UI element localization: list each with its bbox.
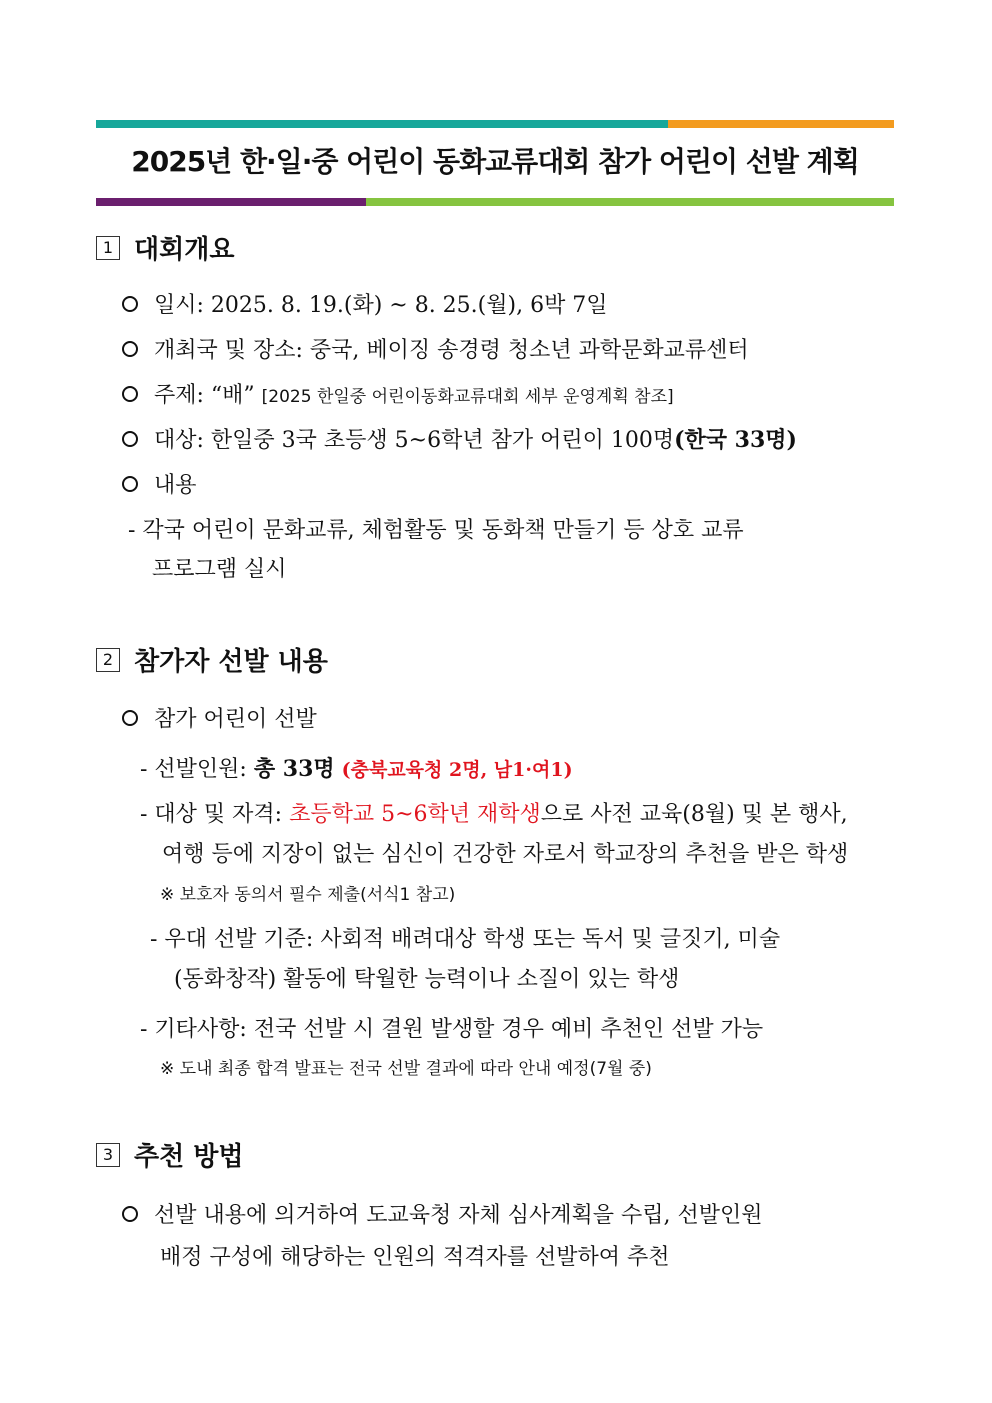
bullet-selection: 참가 어린이 선발 xyxy=(122,702,317,733)
content-line-2: 프로그램 실시 xyxy=(152,557,287,582)
qualification-line-2: 여행 등에 지장이 없는 심신이 건강한 자로서 학교장의 추천을 받은 학생 xyxy=(162,842,849,867)
circle-bullet-icon xyxy=(122,386,138,402)
title-bar-top-teal xyxy=(96,120,668,128)
selection-qualification: - 대상 및 자격: 초등학교 5~6학년 재학생으로 사전 교육(8월) 및 본 행사, xyxy=(140,802,848,827)
circle-bullet-icon xyxy=(122,1206,138,1222)
title-bar-bottom-green xyxy=(366,198,894,206)
section-2-heading xyxy=(96,641,328,678)
section-number-box: 2 xyxy=(96,648,120,672)
recommend-method-line-2: 배정 구성에 해당하는 인원의 적격자를 선발하여 추천 xyxy=(160,1245,670,1270)
section-3-heading xyxy=(96,1136,244,1173)
guardian-consent-note: ※ 보호자 동의서 필수 제출(서식1 참고) xyxy=(160,885,456,905)
title-bar-top-orange xyxy=(668,120,894,128)
circle-bullet-icon xyxy=(122,710,138,726)
section-title: 참가자 선발 내용 xyxy=(134,647,328,677)
circle-bullet-icon xyxy=(122,431,138,447)
bullet-content: 내용 xyxy=(122,468,197,499)
bullet-date: 일시: 2025. 8. 19.(화) ~ 8. 25.(월), 6박 7일 xyxy=(122,288,608,319)
content-line-1: - 각국 어린이 문화교류, 체험활동 및 동화책 만들기 등 상호 교류 xyxy=(128,518,744,543)
title-bar-bottom-purple xyxy=(96,198,366,206)
section-title: 대회개요 xyxy=(134,235,235,265)
final-announcement-note: ※ 도내 최종 합격 발표는 전국 선발 결과에 따라 안내 예정(7월 중) xyxy=(160,1059,652,1079)
circle-bullet-icon xyxy=(122,296,138,312)
document-title: 2025년 한·일·중 어린이 동화교류대회 참가 어린이 선발 계획 xyxy=(131,145,859,178)
bullet-venue: 개최국 및 장소: 중국, 베이징 송경령 청소년 과학문화교류센터 xyxy=(122,333,749,364)
section-1-heading xyxy=(96,229,234,266)
section-title: 추천 방법 xyxy=(134,1142,244,1172)
section-number-box: 1 xyxy=(96,236,120,260)
bullet-theme: 주제: “배” [2025 한일중 어린이동화교류대회 세부 운영계획 참조] xyxy=(122,378,674,409)
preference-line-1: - 우대 선발 기준: 사회적 배려대상 학생 또는 독서 및 글짓기, 미술 xyxy=(150,927,781,952)
circle-bullet-icon xyxy=(122,476,138,492)
selection-count: - 선발인원: 총 33명 (충북교육청 2명, 남1·여1) xyxy=(140,756,573,782)
other-matters: - 기타사항: 전국 선발 시 결원 발생할 경우 예비 추천인 선발 가능 xyxy=(140,1017,764,1042)
section-number-box: 3 xyxy=(96,1143,120,1167)
preference-line-2: (동화창작) 활동에 탁월한 능력이나 소질이 있는 학생 xyxy=(174,967,680,992)
recommend-method-line-1: 선발 내용에 의거하여 도교육청 자체 심사계획을 수립, 선발인원 xyxy=(122,1198,763,1229)
bullet-target: 대상: 한일중 3국 초등생 5~6학년 참가 어린이 100명(한국 33명) xyxy=(122,423,797,454)
circle-bullet-icon xyxy=(122,341,138,357)
